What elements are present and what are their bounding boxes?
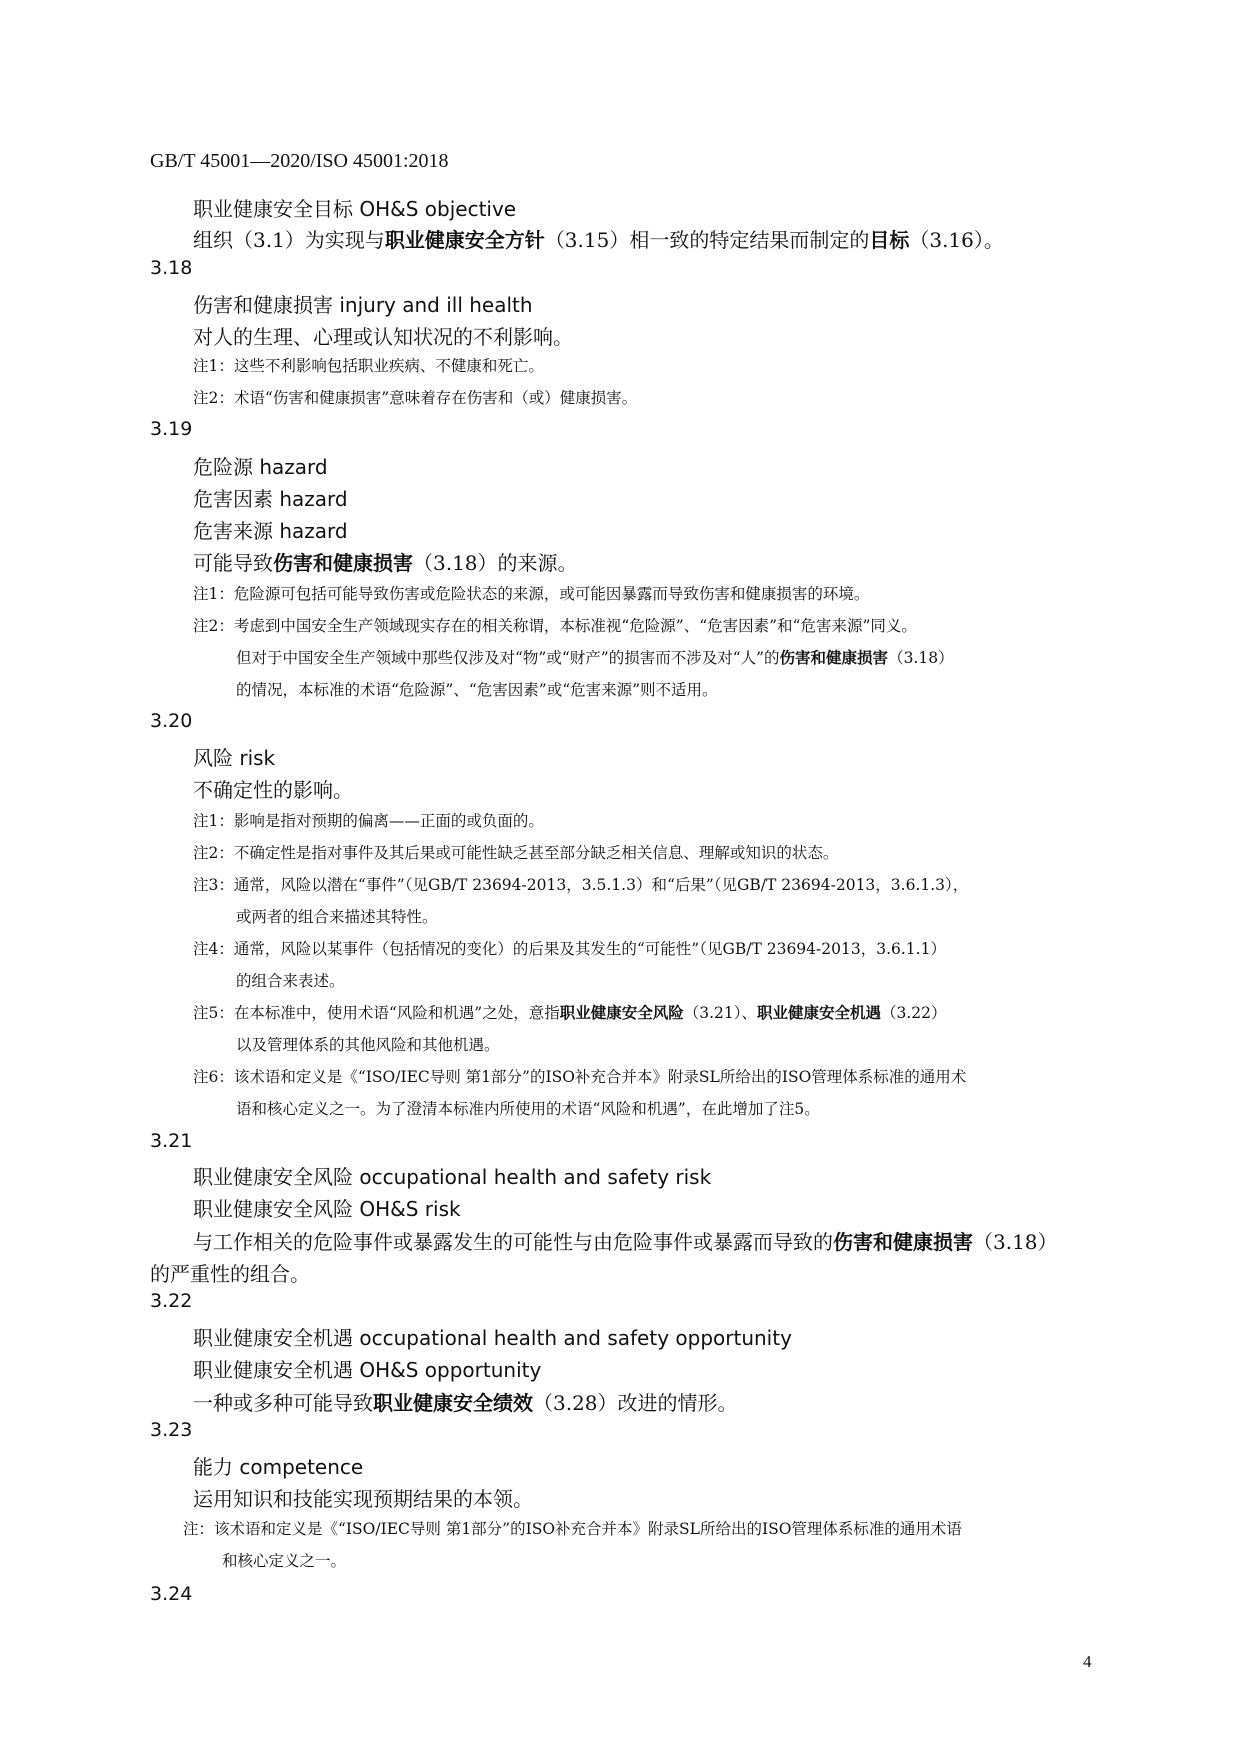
definition: 运用知识和技能实现预期结果的本领。 xyxy=(193,1487,533,1511)
term-reference: 职业健康安全风险 xyxy=(559,1004,684,1022)
note: 注2：不确定性是指对事件及其后果或可能性缺乏甚至部分缺乏相关信息、理解或知识的状态。 xyxy=(193,844,839,862)
note: 注：该术语和定义是《“ISO/IEC导则 第1部分”的ISO补充合并本》附录SL所给出的ISO管理体系标准的通用术语 xyxy=(183,1520,962,1538)
note: 注1：这些不利影响包括职业疾病、不健康和死亡。 xyxy=(193,357,544,375)
term-hazard: 危险源 hazard xyxy=(193,455,328,479)
definition: 可能导致伤害和健康损害（3.18）的来源。 xyxy=(193,551,578,575)
term-reference: 伤害和健康损害 xyxy=(833,1230,973,1254)
term-hazard-factor: 危害因素 hazard xyxy=(193,487,348,511)
clause-number: 3.22 xyxy=(150,1290,193,1312)
clause-number: 3.20 xyxy=(150,710,193,732)
note-continuation: 或两者的组合来描述其特性。 xyxy=(236,908,438,926)
term-ohs-opportunity-full: 职业健康安全机遇 occupational health and safety opportunity xyxy=(193,1326,792,1350)
clause-number: 3.19 xyxy=(150,418,193,440)
note: 注4：通常，风险以某事件（包括情况的变化）的后果及其发生的“可能性”（见GB/T 23694-2013，3.6.1.1） xyxy=(193,940,946,958)
note-continuation: 以及管理体系的其他风险和其他机遇。 xyxy=(236,1036,500,1054)
standard-header: GB/T 45001—2020/ISO 45001:2018 xyxy=(150,150,449,172)
note: 注5：在本标准中，使用术语“风险和机遇”之处，意指职业健康安全风险（3.21）、职业健康安全机遇（3.22） xyxy=(193,1004,947,1022)
note: 注1：影响是指对预期的偏离——正面的或负面的。 xyxy=(193,812,544,830)
note-continuation: 的情况，本标准的术语“危险源”、“危害因素”或“危害来源”则不适用。 xyxy=(236,681,718,699)
term-reference: 伤害和健康损害 xyxy=(273,551,413,575)
note: 注1：危险源可包括可能导致伤害或危险状态的来源，或可能因暴露而导致伤害和健康损害的环境。 xyxy=(193,585,870,603)
term-reference: 目标 xyxy=(869,228,910,252)
term-ohs-risk-full: 职业健康安全风险 occupational health and safety risk xyxy=(193,1165,712,1189)
term-reference: 职业健康安全方针 xyxy=(384,228,545,252)
page-number: 4 xyxy=(1083,1652,1092,1671)
term-hazard-source: 危害来源 hazard xyxy=(193,519,348,543)
definition: 对人的生理、心理或认知状况的不利影响。 xyxy=(193,325,573,349)
term-reference: 职业健康安全绩效 xyxy=(373,1391,533,1415)
definition: 不确定性的影响。 xyxy=(193,778,353,802)
term-competence: 能力 competence xyxy=(193,1455,364,1479)
term-injury-ill-health: 伤害和健康损害 injury and ill health xyxy=(193,293,533,317)
term-ohs-opportunity: 职业健康安全机遇 OH&S opportunity xyxy=(193,1358,542,1382)
clause-number: 3.21 xyxy=(150,1130,193,1152)
definition-ohs-objective: 组织（3.1）为实现与职业健康安全方针（3.15）相一致的特定结果而制定的目标（3.16）。 xyxy=(193,228,1004,252)
definition: 与工作相关的危险事件或暴露发生的可能性与由危险事件或暴露而导致的伤害和健康损害（3.18） xyxy=(193,1230,1058,1254)
definition: 一种或多种可能导致职业健康安全绩效（3.28）改进的情形。 xyxy=(193,1391,738,1415)
definition-continuation: 的严重性的组合。 xyxy=(150,1262,310,1286)
note-continuation: 和核心定义之一。 xyxy=(222,1552,347,1570)
note: 注3：通常，风险以潜在“事件”（见GB/T 23694-2013，3.5.1.3）和“后果”（见GB/T 23694-2013，3.6.1.3）， xyxy=(193,876,969,894)
clause-number: 3.18 xyxy=(150,257,193,279)
term-ohs-objective: 职业健康安全目标 OH&S objective xyxy=(193,197,517,221)
note: 注6：该术语和定义是《“ISO/IEC导则 第1部分”的ISO补充合并本》附录SL所给出的ISO管理体系标准的通用术 xyxy=(193,1068,967,1086)
note-continuation: 但对于中国安全生产领域中那些仅涉及对“物”或“财产”的损害而不涉及对“人”的伤害和健康损害（3.18） xyxy=(236,649,954,667)
note-continuation: 语和核心定义之一。为了澄清本标准内所使用的术语“风险和机遇”，在此增加了注5。 xyxy=(236,1100,820,1118)
clause-number: 3.23 xyxy=(150,1419,193,1441)
term-reference: 职业健康安全机遇 xyxy=(757,1004,882,1022)
note: 注2：术语“伤害和健康损害”意味着存在伤害和（或）健康损害。 xyxy=(193,389,638,407)
note-continuation: 的组合来表述。 xyxy=(236,972,345,990)
note: 注2：考虑到中国安全生产领域现实存在的相关称谓，本标准视“危险源”、“危害因素”和“危害来源”同义。 xyxy=(193,617,917,635)
clause-number: 3.24 xyxy=(150,1583,193,1605)
term-reference: 伤害和健康损害 xyxy=(779,649,889,667)
term-risk: 风险 risk xyxy=(193,746,276,770)
term-ohs-risk: 职业健康安全风险 OH&S risk xyxy=(193,1197,461,1221)
